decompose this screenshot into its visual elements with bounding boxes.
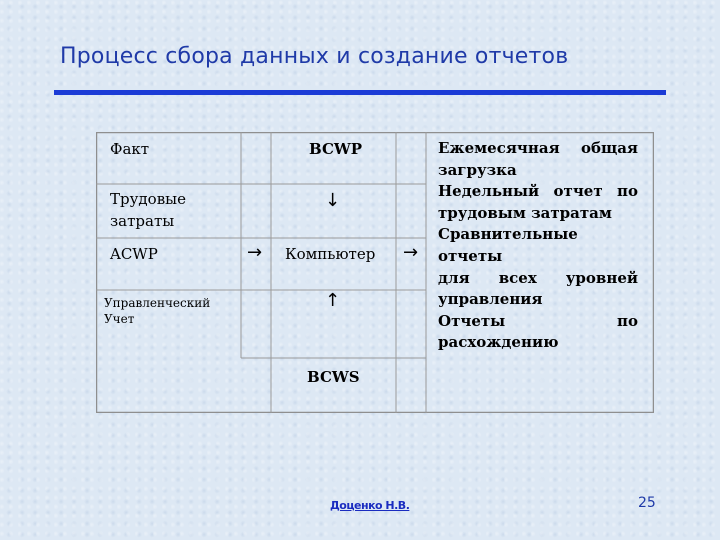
acwp-label: ACWP	[110, 245, 158, 263]
arrow-up-icon: ↑	[325, 290, 341, 311]
arrow-right-icon: →	[247, 242, 263, 263]
report-note: загрузка	[438, 160, 517, 179]
arrow-right-icon-2: →	[403, 242, 419, 263]
report-note: трудовым затратам	[438, 203, 612, 222]
fact-label: Факт	[110, 140, 150, 158]
reports-list	[438, 138, 638, 354]
data-collection-table	[96, 132, 654, 413]
labor-costs-label-line2: затраты	[110, 212, 175, 230]
report-note: Отчеты по	[438, 311, 638, 330]
computer-label: Компьютер	[285, 245, 376, 263]
page-number: 25	[638, 495, 656, 511]
arrow-down-icon: ↓	[325, 190, 341, 211]
report-note: управления	[438, 290, 543, 309]
report-note: для всех уровней	[438, 268, 638, 287]
slide-title: Процесс сбора данных и создание отчетов	[60, 44, 569, 69]
bcws-label: BCWS	[307, 368, 360, 386]
report-note: Сравнительные отчеты	[438, 225, 578, 265]
labor-costs-label-line1: Трудовые	[110, 190, 186, 208]
report-note: расхождению	[438, 333, 559, 352]
footer-author: Доценко Н.В.	[330, 499, 410, 512]
report-note: Недельный отчет по	[438, 182, 638, 201]
title-underline	[54, 90, 666, 95]
bcwp-label: BCWP	[309, 140, 363, 158]
mgmt-accounting-label-line1: Управленческий	[104, 296, 211, 310]
mgmt-accounting-label-line2: Учет	[104, 312, 135, 326]
report-note: Ежемесячная общая	[438, 139, 638, 157]
